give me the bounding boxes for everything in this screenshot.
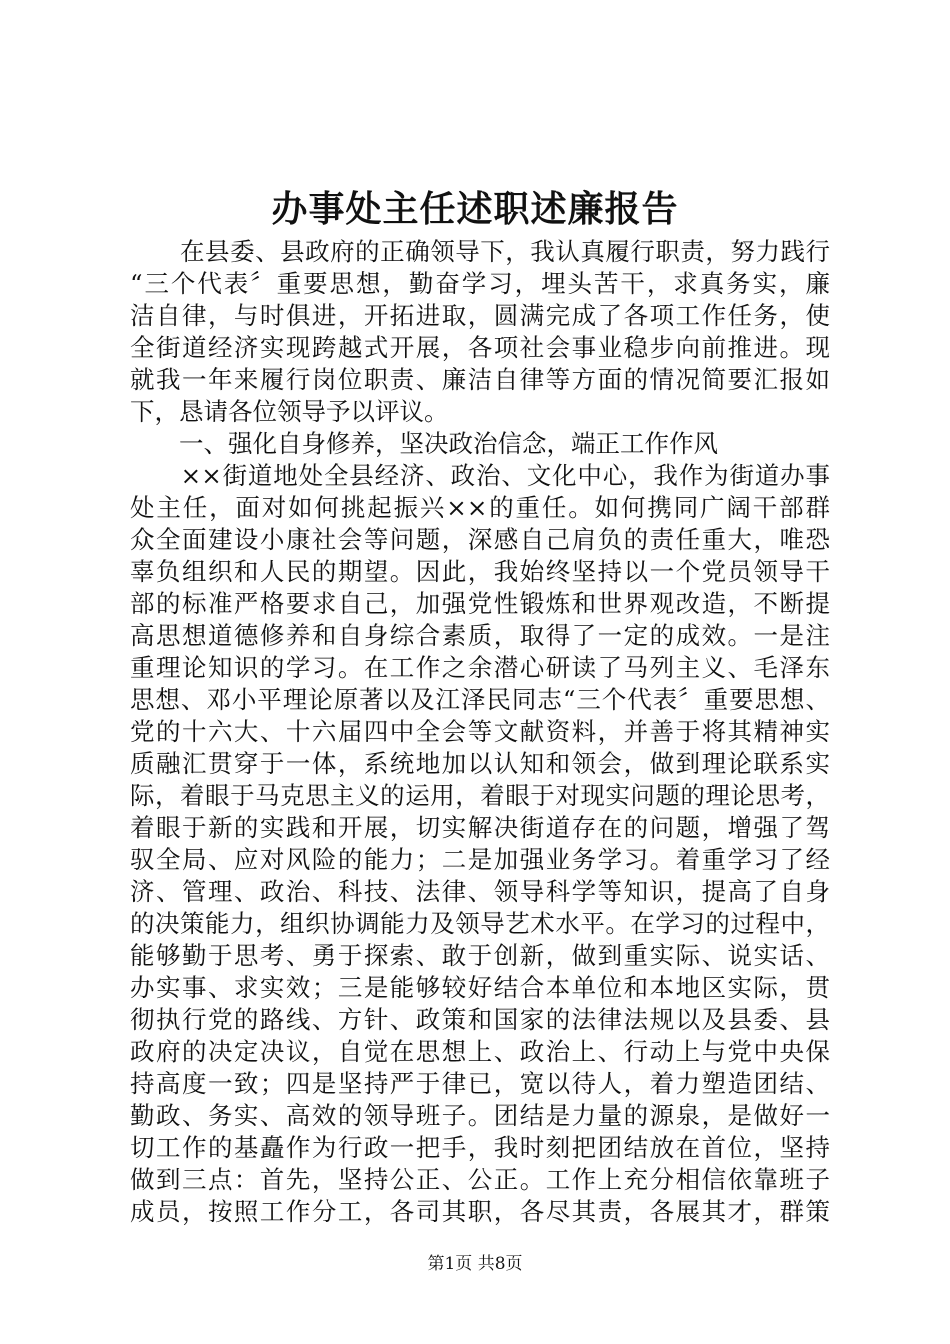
body-text-line: 济、管理、政治、科技、法律、领导科学等知识，提高了自身 [130,877,830,906]
body-text-line: 辜负组织和人民的期望。因此，我始终坚持以一个党员领导干 [130,557,830,586]
body-text-line: 下，恳请各位领导予以评议。 [130,397,449,426]
body-text-line: 着眼于新的实践和开展，切实解决街道存在的问题，增强了驾 [130,813,830,842]
body-text-line: 在县委、县政府的正确领导下，我认真履行职责，努力践行 [130,237,830,266]
body-text-line: “三个代表〞重要思想，勤奋学习，埋头苦干，求真务实，廉 [130,269,830,298]
body-text-line: 的决策能力，组织协调能力及领导艺术水平。在学习的过程中， [130,909,830,938]
document-body [130,236,830,1228]
body-text-line: ××街道地处全县经济、政治、文化中心，我作为街道办事 [130,461,830,490]
body-text-line: 质融汇贯穿于一体，系统地加以认知和领会，做到理论联系实 [130,749,830,778]
body-text-line: 党的十六大、十六届四中全会等文献资料，并善于将其精神实 [130,717,830,746]
body-text-line: 就我一年来履行岗位职责、廉洁自律等方面的情况简要汇报如 [130,365,830,394]
body-text-line: 切工作的基矗作为行政一把手，我时刻把团结放在首位，坚持 [130,1133,830,1162]
body-text-line: 彻执行党的路线、方针、政策和国家的法律法规以及县委、县 [130,1005,830,1034]
body-text-line: 持高度一致；四是坚持严于律已，宽以待人，着力塑造团结、 [130,1069,830,1098]
body-text-line: 政府的决定决议，自觉在思想上、政治上、行动上与党中央保 [130,1037,830,1066]
body-text-line: 重理论知识的学习。在工作之余潜心研读了马列主义、毛泽东 [130,653,830,682]
body-text-line: 驭全局、应对风险的能力；二是加强业务学习。着重学习了经 [130,845,830,874]
body-text-line: 全街道经济实现跨越式开展，各项社会事业稳步向前推进。现 [130,333,830,362]
body-text-line: 能够勤于思考、勇于探索、敢于创新，做到重实际、说实话、 [130,941,830,970]
body-text-line: 做到三点：首先，坚持公正、公正。工作上充分相信依靠班子 [130,1165,830,1194]
body-text-line: 众全面建设小康社会等问题，深感自己肩负的责任重大，唯恐 [130,525,830,554]
body-text-line: 办实事、求实效；三是能够较好结合本单位和本地区实际，贯 [130,973,830,1002]
page-number-footer: 第1页 共8页 [427,1254,523,1274]
body-text-line: 际，着眼于马克思主义的运用，着眼于对现实问题的理论思考， [130,781,830,810]
body-text-line: 成员，按照工作分工，各司其职，各尽其责，各展其才，群策 [130,1197,830,1226]
body-text-line: 思想、邓小平理论原著以及江泽民同志“三个代表〞重要思想、 [130,685,830,714]
body-text-line: 勤政、务实、高效的领导班子。团结是力量的源泉，是做好一 [130,1101,830,1130]
document-title: 办事处主任述职述廉报告 [271,188,679,230]
section-heading-line: 一、强化自身修养，坚决政治信念，端正工作作风 [130,429,718,458]
body-text-line: 高思想道德修养和自身综合素质，取得了一定的成效。一是注 [130,621,830,650]
body-text-line: 洁自律，与时俱进，开拓进取，圆满完成了各项工作任务，使 [130,301,830,330]
body-text-line: 部的标准严格要求自己，加强党性锻炼和世界观改造，不断提 [130,589,830,618]
body-text-line: 处主任，面对如何挑起振兴××的重任。如何携同广阔干部群 [130,493,830,522]
